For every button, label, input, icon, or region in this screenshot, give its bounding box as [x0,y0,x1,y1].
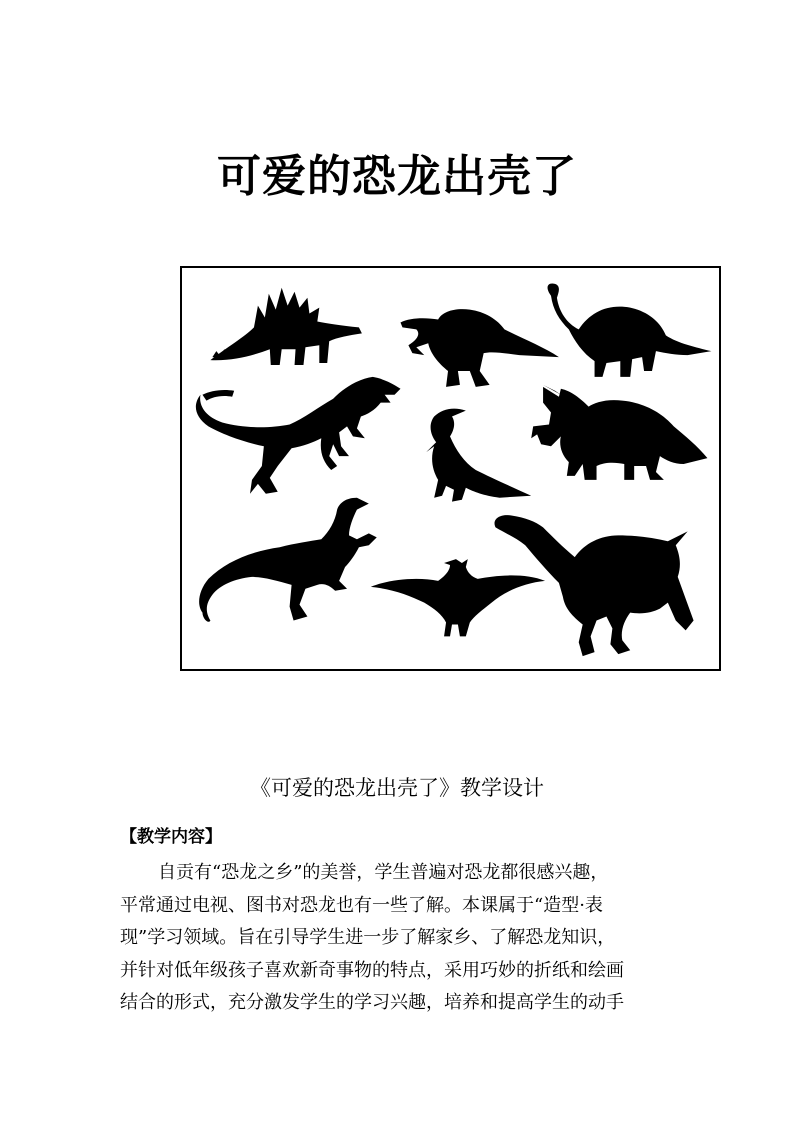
stegosaurus-silhouette [210,288,361,365]
parasaurolophus-silhouette [426,409,531,502]
paragraph-line: 自贡有“恐龙之乡”的美誉，学生普遍对恐龙都很感兴趣， [158,862,609,883]
triceratops-silhouette [531,385,707,480]
sauropod-silhouette [548,283,712,376]
document-title: 《可爱的恐龙出壳了》教学设计 [250,776,544,800]
paragraph-line: 结合的形式，充分激发学生的学习兴趣，培养和提高学生的动手 [120,992,624,1014]
therizinosaurus-silhouette [495,515,694,656]
dinosaur-silhouettes-svg [182,268,719,669]
body-paragraph [120,857,676,1020]
pterodactyl-silhouette [371,559,545,636]
section-heading: 【教学内容】 [120,827,222,847]
velociraptor-silhouette [199,498,377,622]
paragraph-line: 现”学习领域。旨在引导学生进一步了解家乡、了解恐龙知识， [120,927,616,949]
paragraph-line: 并针对低年级孩子喜欢新奇事物的特点，采用巧妙的折纸和绘画 [120,959,624,981]
paragraph-line: 平常通过电视、图书对恐龙也有一些了解。本课属于“造型·表 [120,894,603,916]
page-title: 可爱的恐龙出壳了 [217,151,577,202]
allosaurus-silhouette [196,377,401,494]
dinosaur-illustration [180,266,721,671]
spinosaurus-silhouette [400,309,558,387]
